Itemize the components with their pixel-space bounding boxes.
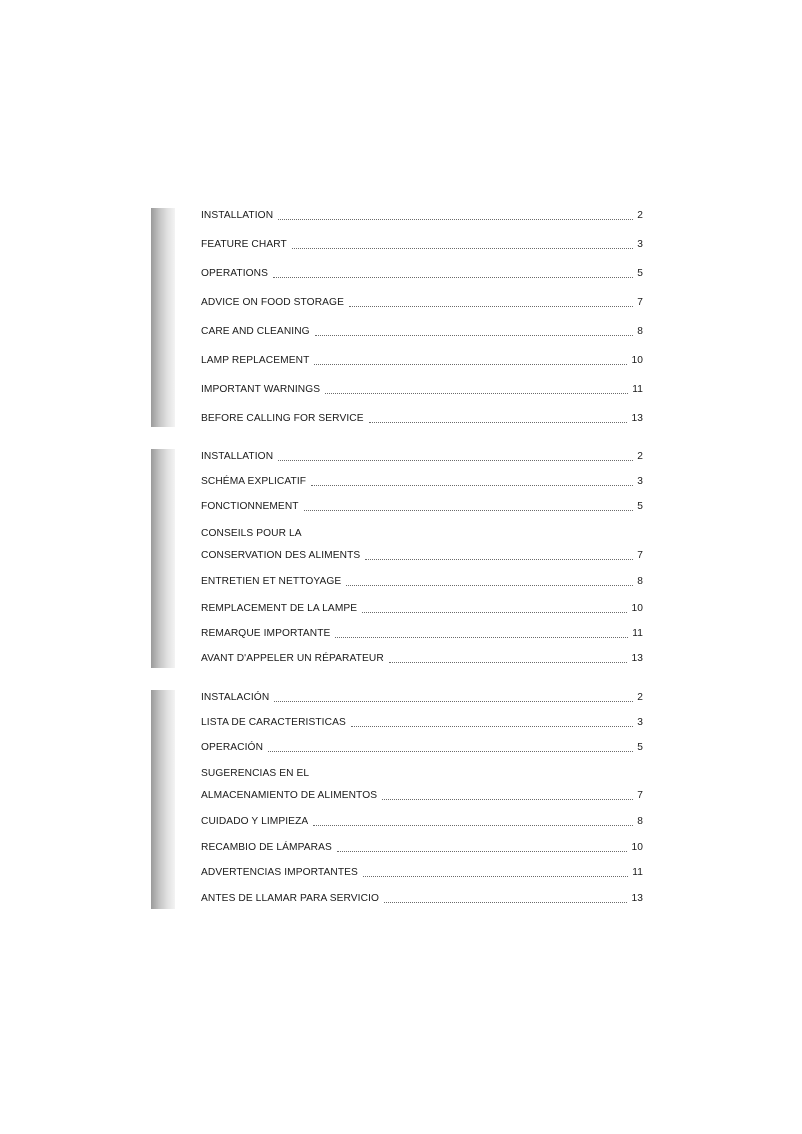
- toc-entry-page: 5: [637, 501, 643, 512]
- toc-section-spanish: [151, 690, 643, 909]
- toc-section-english: [151, 208, 643, 427]
- toc-entry[interactable]: [201, 788, 643, 802]
- toc-entry-title: CARE AND CLEANING: [201, 326, 310, 337]
- dot-leader: [349, 306, 633, 307]
- toc-entry-title: BEFORE CALLING FOR SERVICE: [201, 413, 364, 424]
- toc-entry-page: 3: [637, 717, 643, 728]
- dot-leader: [315, 335, 634, 336]
- toc-entry[interactable]: [201, 814, 643, 828]
- toc-entry-title: INSTALLATION: [201, 451, 274, 462]
- toc-entry-page: 11: [632, 867, 643, 878]
- toc-entry-title: REMARQUE IMPORTANTE: [201, 628, 331, 639]
- toc-entry-page: 3: [637, 476, 643, 487]
- toc-entry-title: SUGERENCIAS EN EL: [201, 768, 310, 779]
- toc-entry[interactable]: [201, 382, 643, 396]
- toc-entry-page: 10: [631, 603, 643, 614]
- dot-leader: [314, 364, 627, 365]
- toc-entry-title: CUIDADO Y LIMPIEZA: [201, 816, 309, 827]
- toc-entry-title: INSTALACIÓN: [201, 692, 270, 703]
- toc-entry-title: AVANT D'APPELER UN RÉPARATEUR: [201, 653, 384, 664]
- toc-entry-page: 11: [632, 628, 643, 639]
- toc-entry[interactable]: [201, 353, 643, 367]
- toc-entry-title: ADVICE ON FOOD STORAGE: [201, 297, 344, 308]
- dot-leader: [335, 637, 628, 638]
- toc-entry[interactable]: [201, 449, 643, 463]
- dot-leader: [325, 393, 628, 394]
- dot-leader: [362, 612, 627, 613]
- toc-entry[interactable]: [201, 574, 643, 588]
- toc-entry-page: 2: [637, 692, 643, 703]
- toc-entry[interactable]: [201, 715, 643, 729]
- toc-entry-title: RECAMBIO DE LÁMPARAS: [201, 842, 332, 853]
- toc-entry-page: 5: [637, 742, 643, 753]
- toc-entry-page: 13: [631, 653, 643, 664]
- toc-entry-title: SCHÉMA EXPLICATIF: [201, 476, 307, 487]
- dot-leader: [369, 422, 628, 423]
- toc-entry[interactable]: [201, 324, 643, 338]
- dot-leader: [278, 460, 633, 461]
- toc-entry-page: 8: [637, 816, 643, 827]
- dot-leader: [384, 902, 627, 903]
- toc-entry-title: IMPORTANT WARNINGS: [201, 384, 321, 395]
- dot-leader: [304, 510, 634, 511]
- toc-entry[interactable]: [201, 740, 643, 754]
- toc-entry[interactable]: [201, 651, 643, 665]
- toc-entry[interactable]: [201, 690, 643, 704]
- toc-entry[interactable]: [201, 411, 643, 425]
- toc-entry[interactable]: [201, 865, 643, 879]
- toc-entry-title: INSTALLATION: [201, 210, 274, 221]
- toc-entry-heading-line: [201, 526, 643, 540]
- toc-entry-page: 8: [637, 576, 643, 587]
- toc-entry[interactable]: [201, 237, 643, 251]
- toc-entry[interactable]: [201, 295, 643, 309]
- dot-leader: [292, 248, 633, 249]
- toc-entry-page: 7: [637, 297, 643, 308]
- toc-entry-title: FONCTIONNEMENT: [201, 501, 299, 512]
- toc-entry-title: OPERACIÓN: [201, 742, 264, 753]
- dot-leader: [313, 825, 633, 826]
- toc-entry[interactable]: [201, 840, 643, 854]
- toc-entry-page: 11: [632, 384, 643, 395]
- dot-leader: [351, 726, 633, 727]
- dot-leader: [278, 219, 633, 220]
- dot-leader: [273, 277, 633, 278]
- toc-entry[interactable]: [201, 626, 643, 640]
- toc-entry-page: 3: [637, 239, 643, 250]
- toc-entry-title: OPERATIONS: [201, 268, 269, 279]
- toc-entry-title: LAMP REPLACEMENT: [201, 355, 310, 366]
- toc-entry-page: 2: [637, 210, 643, 221]
- toc-entry[interactable]: [201, 499, 643, 513]
- toc-entry-title: ANTES DE LLAMAR PARA SERVICIO: [201, 893, 380, 904]
- toc-entry[interactable]: [201, 891, 643, 905]
- dot-leader: [337, 851, 628, 852]
- toc-entry-page: 7: [637, 790, 643, 801]
- dot-leader: [382, 799, 633, 800]
- toc-entry-title: CONSEILS POUR LA: [201, 528, 302, 539]
- toc-entry-title: ADVERTENCIAS IMPORTANTES: [201, 867, 358, 878]
- toc-entry-page: 10: [631, 842, 643, 853]
- toc-entry-title: ALMACENAMIENTO DE ALIMENTOS: [201, 790, 378, 801]
- section-side-bar: [151, 449, 175, 668]
- section-side-bar: [151, 208, 175, 427]
- toc-entry-heading-line: [201, 766, 643, 780]
- toc-entry-page: 5: [637, 268, 643, 279]
- toc-entry-page: 2: [637, 451, 643, 462]
- toc-section-french: [151, 449, 643, 668]
- dot-leader: [311, 485, 633, 486]
- toc-entry-page: 13: [631, 413, 643, 424]
- toc-entry-page: 13: [631, 893, 643, 904]
- dot-leader: [274, 701, 633, 702]
- toc-entry[interactable]: [201, 266, 643, 280]
- toc-entry-title: CONSERVATION DES ALIMENTS: [201, 550, 361, 561]
- toc-entry[interactable]: [201, 601, 643, 615]
- toc-entry-title: REMPLACEMENT DE LA LAMPE: [201, 603, 358, 614]
- dot-leader: [365, 559, 633, 560]
- toc-entry-title: FEATURE CHART: [201, 239, 287, 250]
- dot-leader: [389, 662, 628, 663]
- toc-entry-page: 8: [637, 326, 643, 337]
- dot-leader: [346, 585, 633, 586]
- toc-entry-title: LISTA DE CARACTERISTICAS: [201, 717, 346, 728]
- dot-leader: [363, 876, 628, 877]
- toc-entry-page: 7: [637, 550, 643, 561]
- section-side-bar: [151, 690, 175, 909]
- toc-entry[interactable]: [201, 474, 643, 488]
- toc-entry[interactable]: [201, 208, 643, 222]
- toc-entry-page: 10: [631, 355, 643, 366]
- dot-leader: [268, 751, 633, 752]
- toc-entry-title: ENTRETIEN ET NETTOYAGE: [201, 576, 342, 587]
- toc-entry[interactable]: [201, 548, 643, 562]
